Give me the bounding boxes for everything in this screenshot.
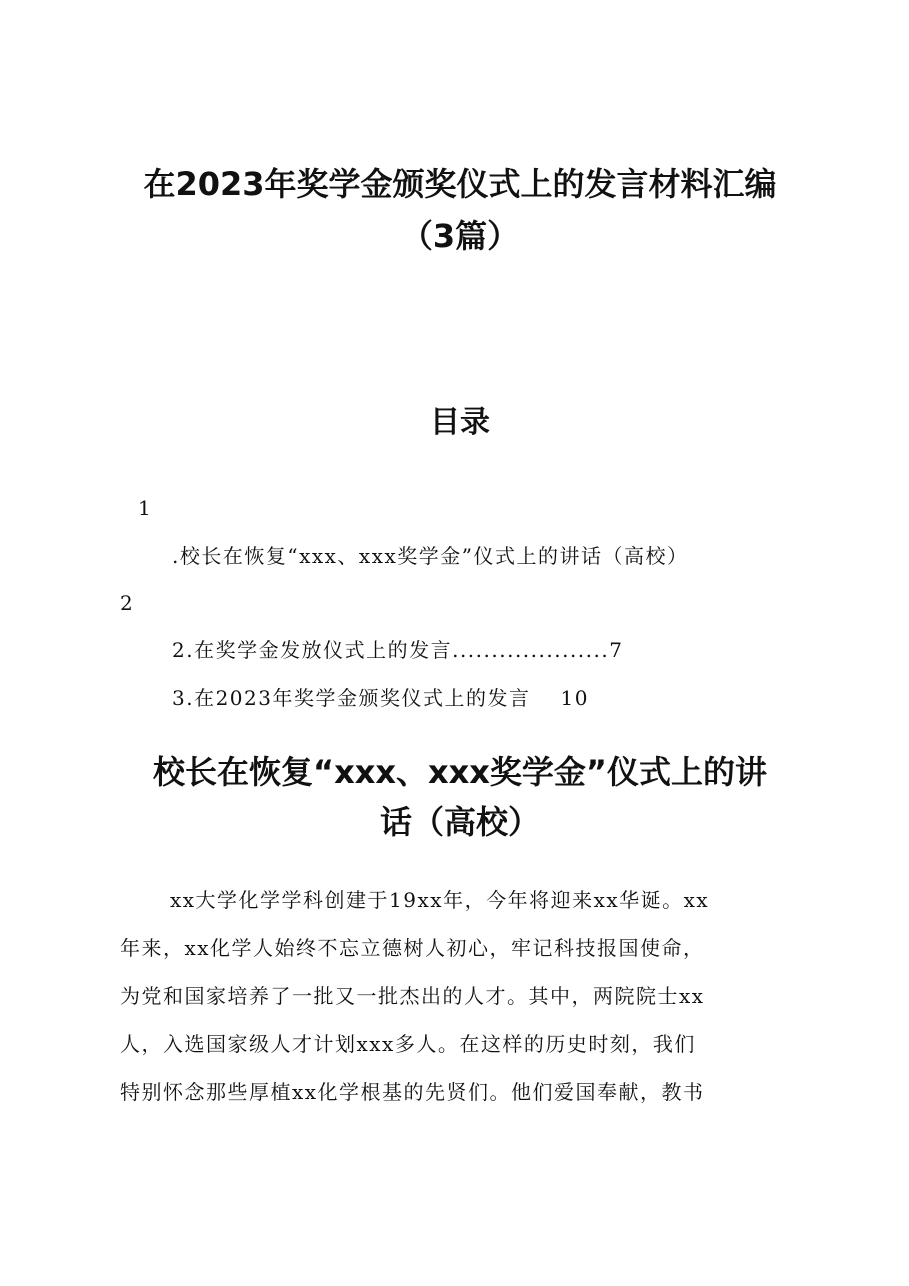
section-title-line-2: 话（高校） xyxy=(379,803,540,841)
toc-entry-3-text: 3.在2023年奖学金颁奖仪式上的发言 xyxy=(172,686,531,710)
document-title-line-1: 在2023年奖学金颁奖仪式上的发言材料汇编 xyxy=(143,165,777,203)
paragraph-line: 人，入选国家级人才计划xxx多人。在这样的历史时刻，我们 xyxy=(120,1032,696,1056)
paragraph-line: 特别怀念那些厚植xx化学根基的先贤们。他们爱国奉献，教书 xyxy=(120,1080,705,1104)
paragraph-line: xx大学化学学科创建于19xx年，今年将迎来xx华诞。xx xyxy=(170,888,710,912)
paragraph-line: 年来，xx化学人始终不忘立德树人初心，牢记科技报国使命， xyxy=(120,936,705,960)
section-title-line-1: 校长在恢复“xxx、xxx奖学金”仪式上的讲 xyxy=(153,753,767,791)
toc-entry-3-page: 10 xyxy=(560,686,589,710)
toc-entry-2-text[interactable]: 2.在奖学金发放仪式上的发言....................7 xyxy=(172,638,624,662)
toc-entry-1-page: 2 xyxy=(120,591,135,615)
toc-entry-1-text[interactable]: .校长在恢复“xxx、xxx奖学金”仪式上的讲话（高校） xyxy=(172,544,689,568)
document-title-line-2: （3篇） xyxy=(400,217,520,255)
paragraph-line: 为党和国家培养了一批又一批杰出的人才。其中，两院院士xx xyxy=(120,984,705,1008)
toc-heading: 目录 xyxy=(430,405,490,440)
toc-entry-3[interactable] xyxy=(172,682,589,714)
toc-entry-1-number: 1 xyxy=(138,496,153,520)
